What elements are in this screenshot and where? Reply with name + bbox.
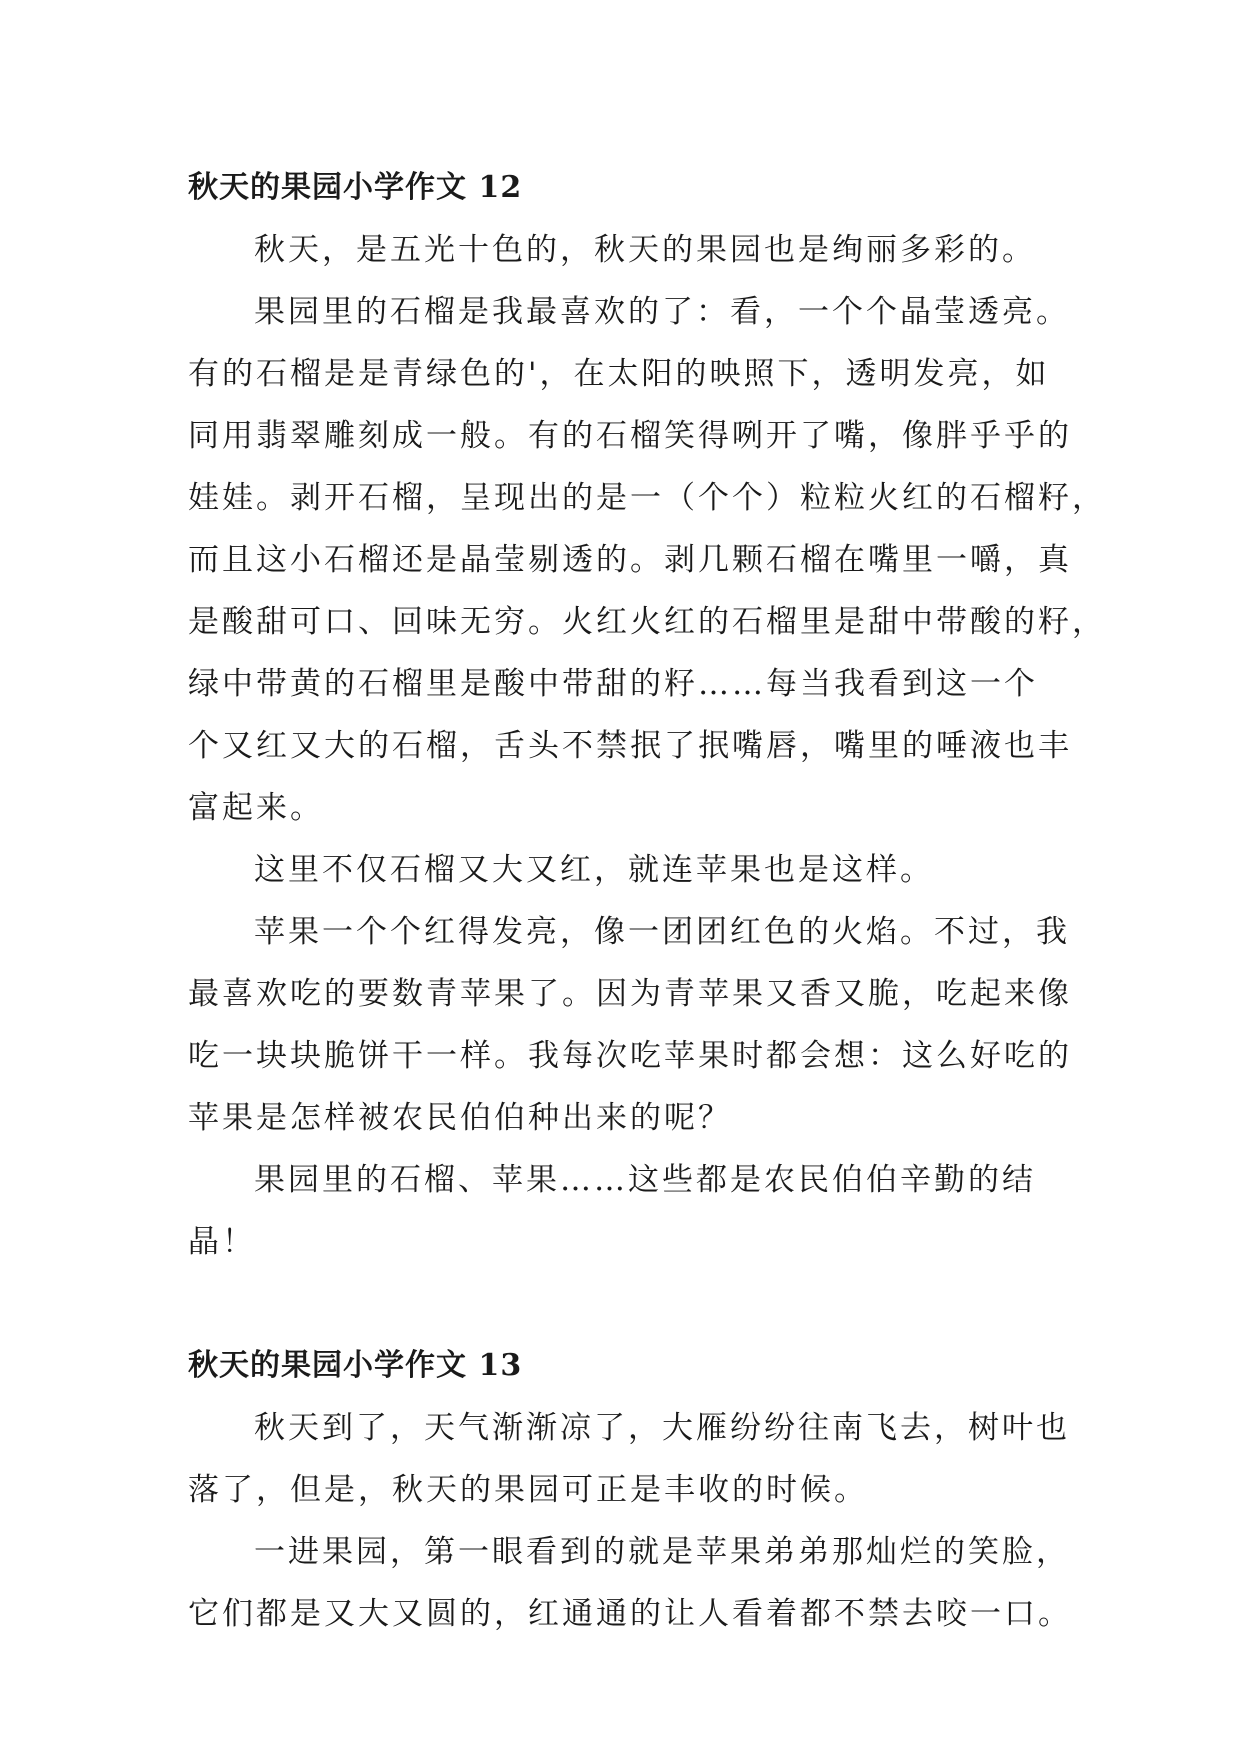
text-line: 这里不仅石榴又大又红，就连苹果也是这样。 <box>254 852 934 888</box>
text-line: 吃一块块脆饼干一样。我每次吃苹果时都会想：这么好吃的 <box>188 1038 1072 1074</box>
text-line: 而且这小石榴还是晶莹剔透的。剥几颗石榴在嘴里一嚼，真 <box>188 542 1072 578</box>
article-body <box>188 157 1106 1645</box>
section-heading: 秋天的果园小学作文 12 <box>188 170 523 205</box>
text-line: 同用翡翠雕刻成一般。有的石榴笑得咧开了嘴，像胖乎乎的 <box>188 418 1072 454</box>
text-line: 娃娃。剥开石榴，呈现出的是一（个个）粒粒火红的石榴籽， <box>188 480 1106 516</box>
text-line: 绿中带黄的石榴里是酸中带甜的籽……每当我看到这一个 <box>188 666 1038 702</box>
text-line: 个又红又大的石榴，舌头不禁抿了抿嘴唇，嘴里的唾液也丰 <box>188 728 1072 764</box>
section-heading: 秋天的果园小学作文 13 <box>188 1348 523 1383</box>
text-line: 一进果园，第一眼看到的就是苹果弟弟那灿烂的笑脸， <box>254 1534 1070 1570</box>
paragraph <box>188 839 1068 901</box>
text-line: 是酸甜可口、回味无穷。火红火红的石榴里是甜中带酸的籽， <box>188 604 1106 640</box>
paragraph <box>188 901 1072 1149</box>
text-line: 落了，但是，秋天的果园可正是丰收的时候。 <box>188 1472 868 1508</box>
text-line: 苹果是怎样被农民伯伯种出来的呢？ <box>188 1100 732 1136</box>
text-line: 最喜欢吃的要数青苹果了。因为青苹果又香又脆，吃起来像 <box>188 976 1072 1012</box>
text-line: 富起来。 <box>188 790 324 826</box>
text-line: 果园里的石榴、苹果……这些都是农民伯伯辛勤的结 <box>254 1162 1036 1198</box>
text-line: 它们都是又大又圆的，红通通的让人看着都不禁去咬一口。 <box>188 1596 1072 1632</box>
paragraph <box>188 1521 1072 1645</box>
paragraph <box>188 281 1106 839</box>
text-line: 有的石榴是是青绿色的'，在太阳的映照下，透明发亮，如 <box>188 356 1050 392</box>
paragraph <box>188 219 1068 281</box>
text-line: 秋天，是五光十色的，秋天的果园也是绚丽多彩的。 <box>254 232 1036 268</box>
text-line: 晶！ <box>188 1224 256 1260</box>
text-line: 秋天到了，天气渐渐凉了，大雁纷纷往南飞去，树叶也 <box>254 1410 1070 1446</box>
text-line: 苹果一个个红得发亮，像一团团红色的火焰。不过，我 <box>254 914 1070 950</box>
section-spacer <box>188 1273 1068 1335</box>
paragraph <box>188 1397 1068 1521</box>
text-line: 果园里的石榴是我最喜欢的了：看，一个个晶莹透亮。 <box>254 294 1070 330</box>
paragraph <box>188 1149 1068 1273</box>
